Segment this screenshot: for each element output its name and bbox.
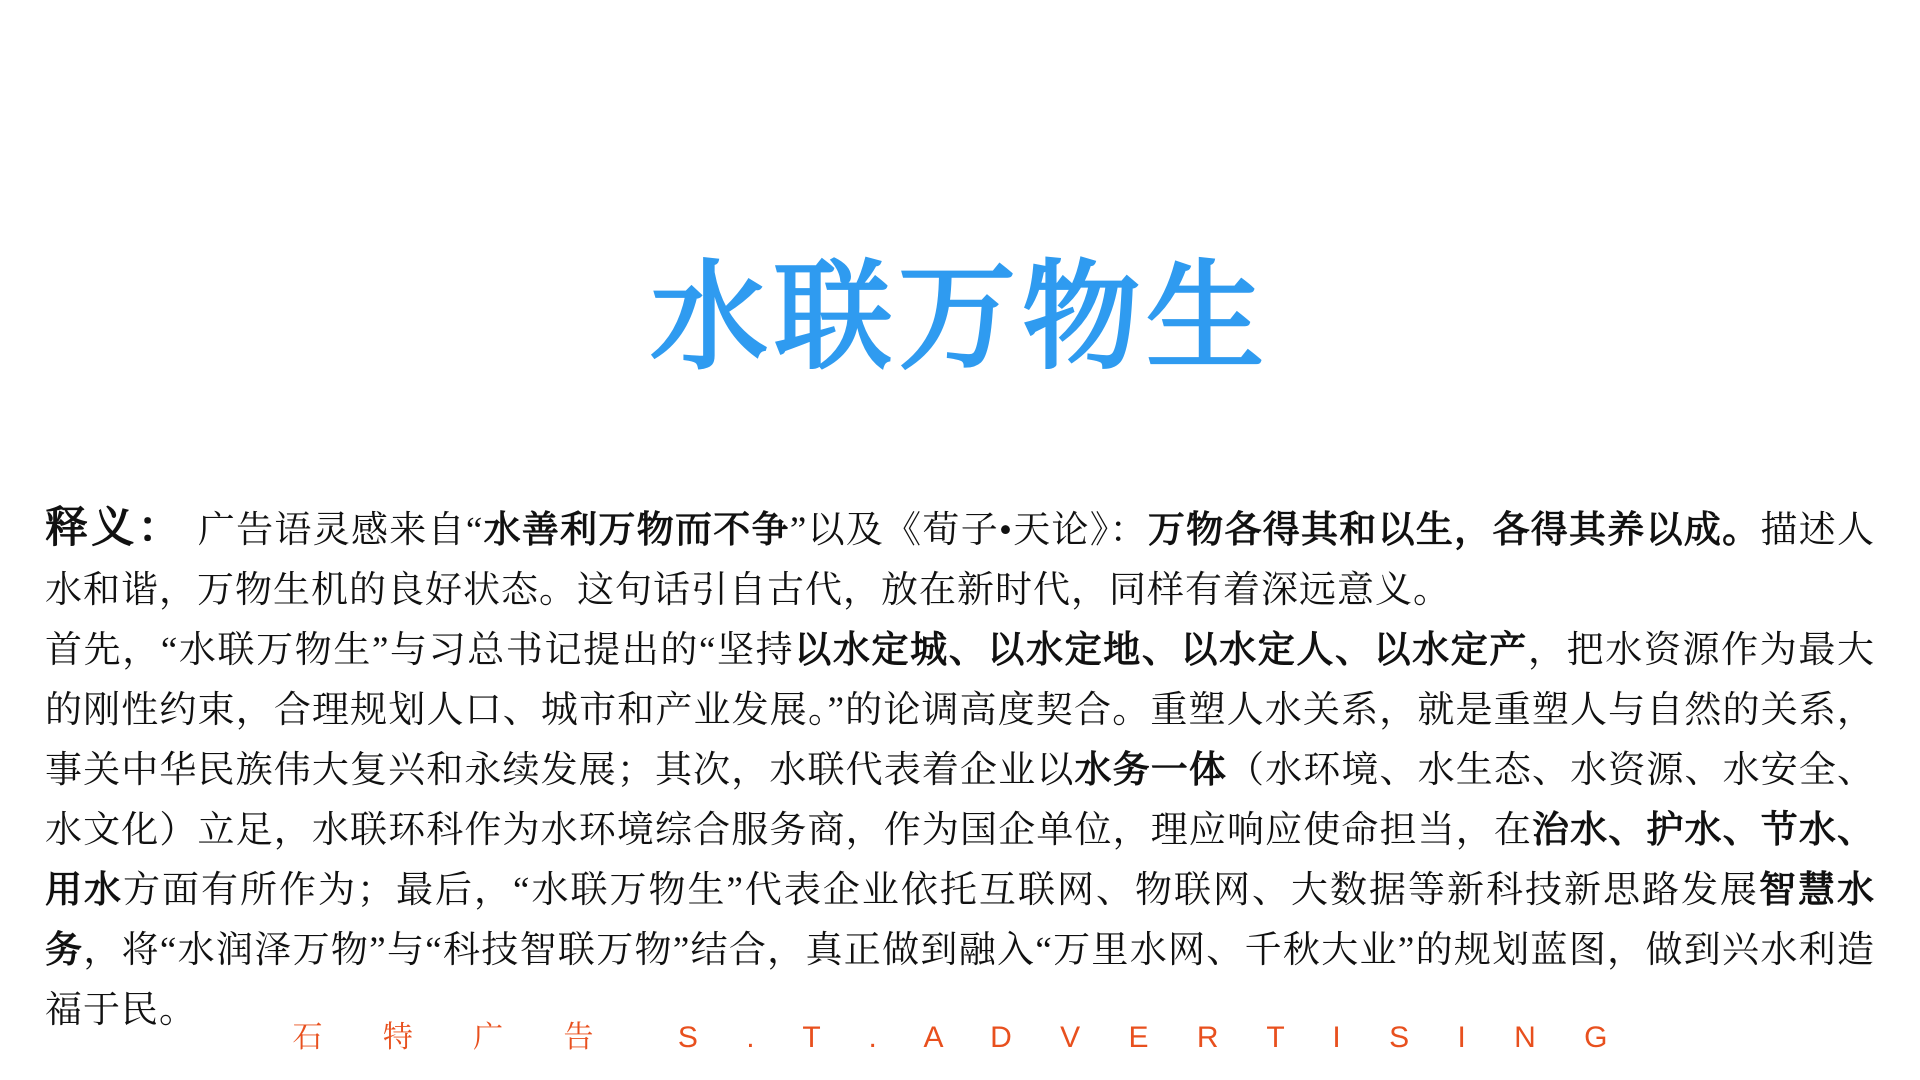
emphasized-text: 以水定城、以水定地、以水定人、以水定产	[794, 630, 1529, 671]
emphasized-text: 治水、护水、节水、用水	[45, 810, 1876, 911]
emphasized-text: 智慧水务	[45, 870, 1876, 971]
footer-brand	[0, 1012, 1920, 1056]
body-text-run: 首先，“水联万物生”与习总书记提出的“坚持	[45, 630, 795, 671]
emphasized-text: 水善利万物而不争	[483, 510, 790, 551]
emphasized-text: 水务一体	[1074, 750, 1227, 791]
body-text-run: 描述人水和谐，万物生机的良好状态。这句话引自古代，放在新时代，同样有着深远意义。	[45, 510, 1876, 611]
footer-brand-cn: 石 特 广 告	[292, 1021, 620, 1054]
body-text-run: 方面有所作为；最后，“水联万物生”代表企业依托互联网、物联网、大数据等新科技新思路发展	[123, 870, 1760, 911]
page-title: 水联万物生	[649, 252, 1270, 384]
definition-paragraph	[45, 498, 1875, 1041]
emphasized-text: 万物各得其和以生，各得其养以成。	[1147, 510, 1761, 551]
footer-brand-en: S . T . A D V E R T I S I N G	[677, 1021, 1628, 1054]
body-paragraph-2	[45, 621, 1875, 1041]
body-text-run: ，将“水润泽万物”与“科技智联万物”结合，真正做到融入“万里水网、千秋大业”的规划蓝图，做到兴水利造福于民。	[45, 930, 1875, 1031]
paragraph-lead: 释义：	[45, 504, 184, 552]
body-text-run: ，把水资源作为最大的刚性约束，合理规划人口、城市和产业发展。”的论调高度契合。重塑人水关系，就是重塑人与自然的关系，事关中华民族伟大复兴和永续发展；其次，水联代表着企业以	[45, 630, 1875, 791]
body-text-run: ”以及《荀子•天论》：	[789, 510, 1148, 551]
body-text-run: （水环境、水生态、水资源、水安全、水文化）立足，水联环科作为水环境综合服务商，作为国企单位，理应响应使命担当，在	[45, 750, 1876, 851]
body-text-run: 广告语灵感来自“	[197, 510, 484, 551]
body-paragraph-1	[45, 498, 1875, 621]
